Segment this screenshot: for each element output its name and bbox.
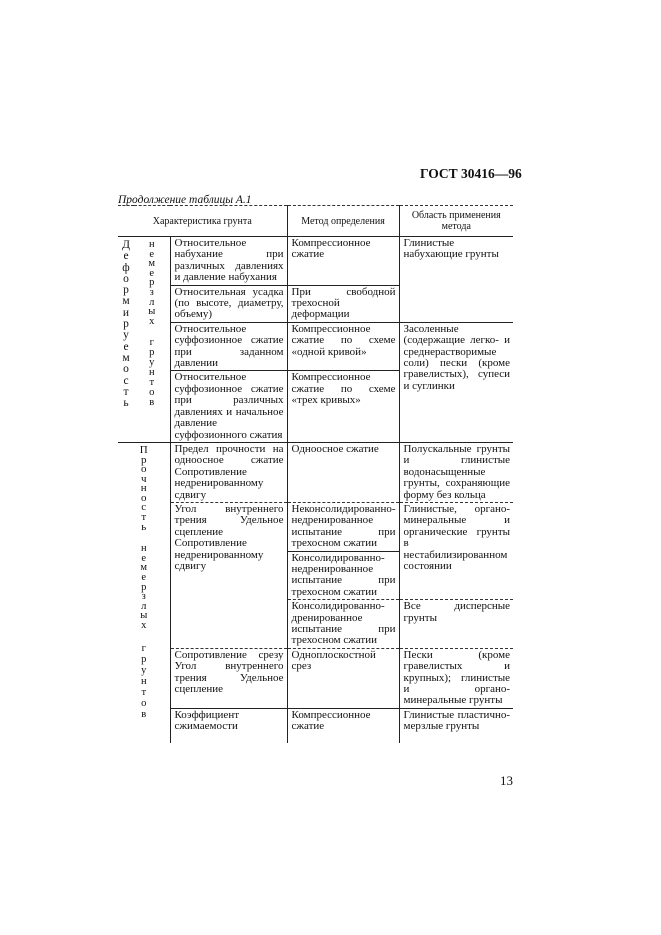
table-row: [118, 648, 513, 708]
document-code: ГОСТ 30416—96: [420, 166, 522, 181]
table-row: [118, 442, 513, 502]
header-method: Метод определения: [287, 206, 399, 237]
group-label-nonfrozen: немерзлых: [140, 543, 148, 631]
characteristic-cell: Угол внутреннего трения Удельное сцепление Сопротивление недренированному сдвигу: [170, 502, 287, 648]
table-header-row: [118, 206, 513, 237]
method-cell: Компрессионное сжатие: [287, 708, 399, 742]
header-application: Область применения метода: [399, 206, 513, 237]
header-soil-characteristic: Характеристика грунта: [118, 206, 287, 237]
application-cell: Глинистые, органо-минеральные и органические грунты в нестабилизированном состоянии: [399, 502, 513, 599]
table-row: [118, 502, 513, 551]
application-cell: Глинистые набухающие грунты: [399, 237, 513, 323]
characteristic-cell: Относительная усадка (по высоте, диаметру, объему): [170, 285, 287, 322]
method-cell: Одноплоскостной срез: [287, 648, 399, 708]
method-cell: Компрессионное сжатие: [287, 237, 399, 286]
characteristic-cell: Относительное суффозионное сжатие при заданном давлении: [170, 322, 287, 371]
table-row: [118, 322, 513, 371]
table-caption: Продолжение таблицы А.1: [118, 194, 252, 206]
content-flow: [118, 205, 513, 789]
method-cell: Консолидированно-дренированное испытание при трехосном сжатии: [287, 600, 399, 649]
application-cell: Глинистые пластично-мерзлые грунты: [399, 708, 513, 742]
characteristic-cell: Предел прочности на одноосное сжатие Сопротивление недренированному сдвигу: [170, 442, 287, 502]
method-cell: При свободной трехосной деформации: [287, 285, 399, 322]
page-number: 13: [500, 772, 513, 788]
characteristic-cell: Относительное суффозионное сжатие при различных давлениях и начальное давление суффозионного сжатия: [170, 371, 287, 442]
group-label-deformability: Деформируемость: [122, 239, 130, 410]
method-cell: Компрессионное сжатие по схеме «трех кривых»: [287, 371, 399, 442]
group-label-soils: грунтов: [140, 642, 147, 720]
group-label-nonfrozen: немерзлых: [148, 239, 156, 327]
method-cell: Консолидированно-недренированное испытание при трехосном сжатии: [287, 551, 399, 600]
method-cell: Неконсолидированно-недренированное испытание при трехосном сжатии: [287, 502, 399, 551]
method-cell: Одноосное сжатие: [287, 442, 399, 502]
table-row: [118, 708, 513, 742]
method-cell: Компрессионное сжатие по схеме «одной кривой»: [287, 322, 399, 371]
characteristic-cell: Сопротивление срезу Угол внутреннего трения Удельное сцепление: [170, 648, 287, 708]
application-cell: Засоленные (содержащие легко- и среднерастворимые соли) пески (кроме гравелистых), супеси и суглинки: [399, 322, 513, 442]
application-cell: Все дисперсные грунты: [399, 600, 513, 649]
application-cell: Полускальные грунты и глинистые водонасыщенные грунты, сохраняющие форму без кольца: [399, 442, 513, 502]
table-row: [118, 237, 513, 286]
characteristic-cell: Относительное набухание при различных давлениях и давление набухания: [170, 237, 287, 286]
group-label-soils: грунтов: [148, 337, 155, 409]
application-cell: Пески (кроме гравелистых и крупных); глинистые и органо-минеральные грунты: [399, 648, 513, 708]
characteristic-cell: Коэффициент сжимаемости: [170, 708, 287, 742]
group-label-strength: Прочность: [139, 443, 148, 533]
table: [118, 205, 513, 743]
